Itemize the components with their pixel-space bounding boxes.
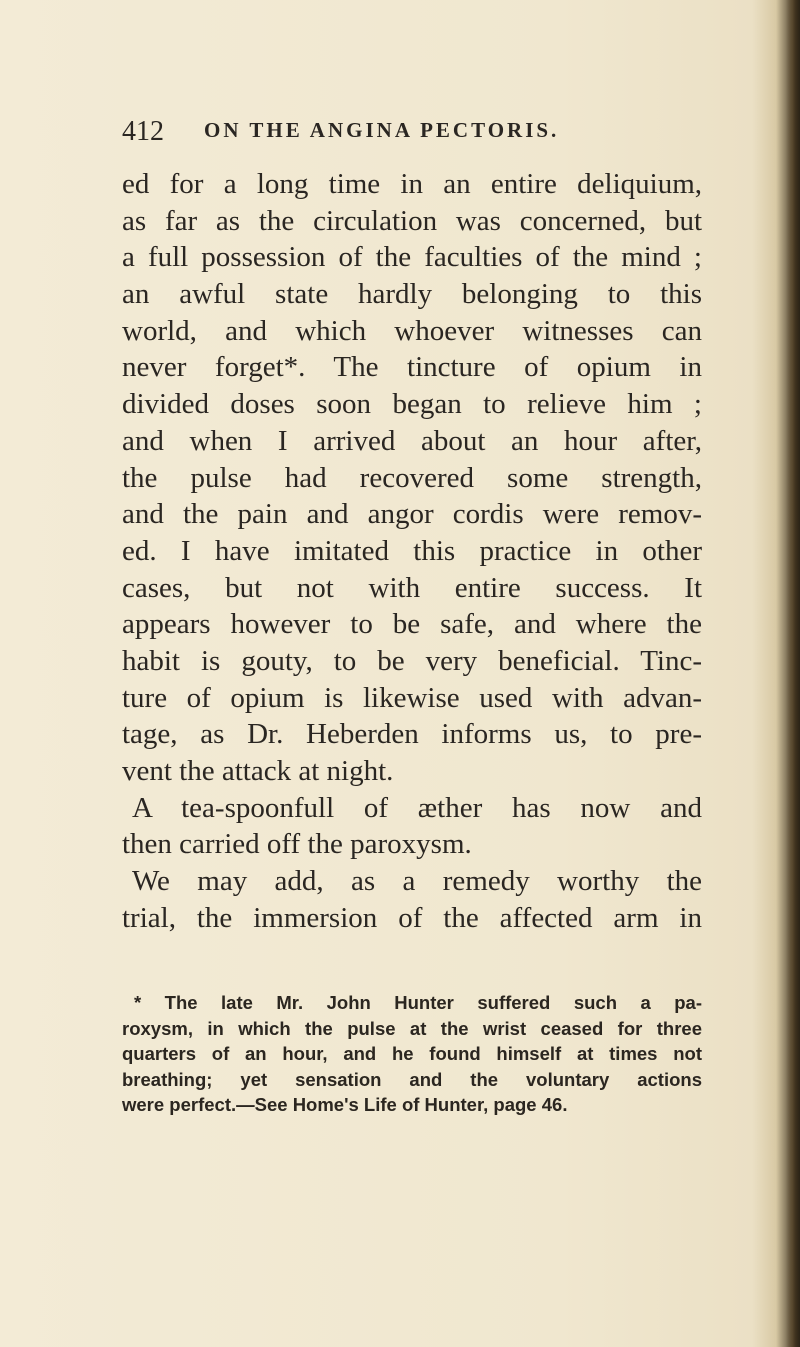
text-line: appears however to be safe, and where the	[122, 608, 702, 641]
body-text	[122, 166, 702, 936]
text-line: vent the attack at night.	[122, 755, 394, 787]
text-line: a full possession of the faculties of the mind ;	[122, 241, 702, 274]
text-line: and when I arrived about an hour after,	[122, 424, 702, 457]
footnote-line: * The late Mr. John Hunter suffered such a pa-	[134, 992, 702, 1013]
text-line: We may add, as a remedy worthy the	[132, 865, 702, 898]
running-title: ON THE ANGINA PECTORIS.	[204, 118, 560, 142]
text-line: ed for a long time in an entire deliquium,	[122, 168, 702, 200]
footnote-line: quarters of an hour, and he found himself at times not	[122, 1043, 702, 1064]
text-line: and the pain and angor cordis were remov-	[122, 498, 702, 531]
page-header	[122, 116, 682, 156]
text-line: cases, but not with entire success. It	[122, 571, 702, 604]
text-line: as far as the circulation was concerned, but	[122, 204, 702, 237]
text-line: divided doses soon began to relieve him ;	[122, 388, 702, 421]
text-line: then carried off the paroxysm.	[122, 828, 472, 861]
text-line: ture of opium is likewise used with advan-	[122, 681, 702, 714]
text-line: tage, as Dr. Heberden informs us, to pre-	[122, 718, 702, 751]
footnote	[122, 990, 702, 1118]
text-line: habit is gouty, to be very beneficial. Tinc-	[122, 644, 702, 677]
footnote-line: roxysm, in which the pulse at the wrist ceased for three	[122, 1017, 702, 1039]
text-line: ed. I have imitated this practice in other	[122, 534, 702, 567]
text-line: A tea-spoonfull of æther has now and	[132, 791, 702, 824]
text-line: never forget*. The tincture of opium in	[122, 351, 702, 384]
page-edge-shadow	[786, 0, 800, 1347]
footnote-line: were perfect.—See Home's Life of Hunter, page 46.	[122, 1094, 568, 1115]
text-line: an awful state hardly belonging to this	[122, 278, 702, 311]
text-line: world, and which whoever witnesses can	[122, 314, 702, 347]
footnote-line: breathing; yet sensation and the voluntary actions	[122, 1068, 702, 1090]
text-line: trial, the immersion of the affected arm in	[122, 901, 702, 934]
page-number: 412	[122, 116, 164, 147]
text-line: the pulse had recovered some strength,	[122, 461, 702, 494]
